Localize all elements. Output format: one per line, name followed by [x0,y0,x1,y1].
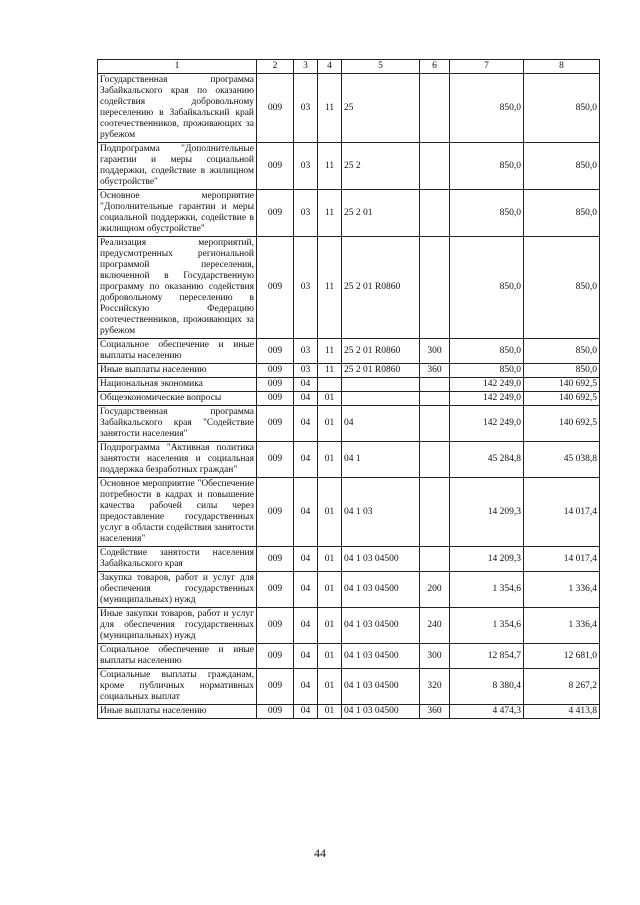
section-code: 04 [294,705,318,719]
section-code: 04 [294,442,318,478]
section-code: 03 [294,364,318,378]
target-article-code: 25 2 01 [342,190,420,237]
amount-actual: 14 017,4 [524,478,600,547]
section-code: 03 [294,143,318,190]
target-article-code: 25 [342,74,420,143]
subsection-code: 01 [318,442,342,478]
amount-actual: 14 017,4 [524,547,600,572]
subsection-code: 01 [318,705,342,719]
expense-type-code [420,378,450,392]
target-article-code: 04 1 03 04500 [342,572,420,608]
expense-type-code [420,143,450,190]
ministry-code: 009 [257,644,294,669]
subsection-code: 01 [318,669,342,705]
amount-plan: 142 249,0 [450,392,524,406]
row-name: Государственная программа Забайкальского края "Содействие занятости населения" [98,406,257,442]
row-name: Государственная программа Забайкальского края по оказанию содействия добровольному переселению в Забайкальский край соотечественников, проживающих за рубежом [98,74,257,143]
amount-actual: 850,0 [524,74,600,143]
row-name: Закупка товаров, работ и услуг для обеспечения государственных (муниципальных) нужд [98,572,257,608]
section-code: 03 [294,339,318,364]
table-row [98,705,600,719]
row-name: Подпрограмма "Активная политика занятости населения и социальная поддержка безработных граждан" [98,442,257,478]
table-row [98,378,600,392]
row-name: Реализация мероприятий, предусмотренных региональной программой переселения, включенной в Государственную программу по оказанию содействия добровольному переселению в Российскую Федерацию соотечественников, проживающих за рубежом [98,237,257,339]
ministry-code: 009 [257,406,294,442]
amount-actual: 8 267,2 [524,669,600,705]
header-cell: 7 [450,60,524,74]
target-article-code: 04 1 03 [342,478,420,547]
amount-plan: 850,0 [450,190,524,237]
amount-actual: 850,0 [524,190,600,237]
amount-plan: 1 354,6 [450,572,524,608]
ministry-code: 009 [257,190,294,237]
table-body [98,60,600,719]
expense-type-code: 240 [420,608,450,644]
table-row [98,339,600,364]
target-article-code: 25 2 01 R0860 [342,364,420,378]
amount-plan: 12 854,7 [450,644,524,669]
amount-plan: 45 284,8 [450,442,524,478]
subsection-code: 01 [318,644,342,669]
target-article-code: 04 1 03 04500 [342,644,420,669]
page-number: 44 [314,846,326,860]
target-article-code: 04 1 [342,442,420,478]
table-row [98,644,600,669]
subsection-code: 01 [318,406,342,442]
subsection-code: 11 [318,364,342,378]
target-article-code [342,378,420,392]
header-cell: 4 [318,60,342,74]
expense-type-code [420,442,450,478]
subsection-code: 11 [318,74,342,143]
row-name: Социальное обеспечение и иные выплаты населению [98,339,257,364]
table-row [98,608,600,644]
section-code: 03 [294,74,318,143]
ministry-code: 009 [257,547,294,572]
subsection-code: 11 [318,237,342,339]
subsection-code: 01 [318,608,342,644]
row-name: Иные выплаты населению [98,705,257,719]
row-name: Содействие занятости населения Забайкальского края [98,547,257,572]
section-code: 04 [294,608,318,644]
header-cell: 6 [420,60,450,74]
amount-actual: 12 681,0 [524,644,600,669]
subsection-code: 11 [318,190,342,237]
amount-plan: 14 209,3 [450,478,524,547]
subsection-code: 01 [318,547,342,572]
table-row [98,442,600,478]
row-name: Основное мероприятие "Обеспечение потребности в кадрах и повышение качества рабочей силы через предоставление государственных услуг в области содействия занятости населения" [98,478,257,547]
table-row [98,572,600,608]
amount-actual: 850,0 [524,339,600,364]
expense-type-code [420,74,450,143]
ministry-code: 009 [257,572,294,608]
table-row [98,237,600,339]
target-article-code: 04 1 03 04500 [342,705,420,719]
target-article-code: 04 1 03 04500 [342,669,420,705]
target-article-code: 04 1 03 04500 [342,547,420,572]
header-cell: 5 [342,60,420,74]
ministry-code: 009 [257,608,294,644]
row-name: Социальное обеспечение и иные выплаты населению [98,644,257,669]
amount-actual: 140 692,5 [524,406,600,442]
amount-actual: 1 336,4 [524,572,600,608]
table-row [98,190,600,237]
table-row [98,547,600,572]
expense-type-code: 360 [420,705,450,719]
table-row [98,669,600,705]
subsection-code: 01 [318,478,342,547]
subsection-code: 01 [318,392,342,406]
target-article-code: 04 [342,406,420,442]
row-name: Социальные выплаты гражданам, кроме публичных нормативных социальных выплат [98,669,257,705]
ministry-code: 009 [257,392,294,406]
ministry-code: 009 [257,339,294,364]
ministry-code: 009 [257,364,294,378]
section-code: 04 [294,478,318,547]
row-name: Подпрограмма "Дополнительные гарантии и меры социальной поддержки, содействие в жилищном обустройстве" [98,143,257,190]
table-row [98,406,600,442]
section-code: 04 [294,669,318,705]
ministry-code: 009 [257,705,294,719]
row-name: Иные выплаты населению [98,364,257,378]
section-code: 04 [294,378,318,392]
ministry-code: 009 [257,669,294,705]
target-article-code [342,392,420,406]
subsection-code: 11 [318,339,342,364]
amount-actual: 850,0 [524,143,600,190]
table-row [98,74,600,143]
target-article-code: 25 2 01 R0860 [342,237,420,339]
amount-actual: 850,0 [524,237,600,339]
target-article-code: 25 2 [342,143,420,190]
table-row [98,364,600,378]
amount-plan: 4 474,3 [450,705,524,719]
expense-type-code [420,406,450,442]
row-name: Общеэкономические вопросы [98,392,257,406]
header-row [98,60,600,74]
header-cell: 3 [294,60,318,74]
expense-type-code: 300 [420,339,450,364]
section-code: 04 [294,392,318,406]
amount-actual: 140 692,5 [524,378,600,392]
budget-table [97,59,600,719]
amount-plan: 142 249,0 [450,406,524,442]
table-row [98,143,600,190]
expense-type-code [420,478,450,547]
ministry-code: 009 [257,378,294,392]
amount-actual: 4 413,8 [524,705,600,719]
subsection-code [318,378,342,392]
target-article-code: 04 1 03 04500 [342,608,420,644]
table-row [98,392,600,406]
amount-actual: 850,0 [524,364,600,378]
amount-plan: 850,0 [450,74,524,143]
amount-plan: 850,0 [450,143,524,190]
header-cell: 8 [524,60,600,74]
amount-plan: 8 380,4 [450,669,524,705]
expense-type-code: 320 [420,669,450,705]
section-code: 03 [294,190,318,237]
section-code: 04 [294,406,318,442]
ministry-code: 009 [257,237,294,339]
row-name: Основное мероприятие "Дополнительные гарантии и меры социальной поддержки, содействие в жилищном обустройстве" [98,190,257,237]
ministry-code: 009 [257,143,294,190]
table-row [98,478,600,547]
section-code: 03 [294,237,318,339]
row-name: Национальная экономика [98,378,257,392]
ministry-code: 009 [257,74,294,143]
row-name: Иные закупки товаров, работ и услуг для обеспечения государственных (муниципальных) нужд [98,608,257,644]
amount-plan: 850,0 [450,339,524,364]
section-code: 04 [294,572,318,608]
section-code: 04 [294,644,318,669]
header-cell: 1 [98,60,257,74]
amount-actual: 1 336,4 [524,608,600,644]
expense-type-code: 200 [420,572,450,608]
header-cell: 2 [257,60,294,74]
amount-plan: 1 354,6 [450,608,524,644]
subsection-code: 11 [318,143,342,190]
expense-type-code [420,190,450,237]
amount-plan: 850,0 [450,364,524,378]
expense-type-code: 360 [420,364,450,378]
amount-actual: 45 038,8 [524,442,600,478]
amount-plan: 142 249,0 [450,378,524,392]
amount-actual: 140 692,5 [524,392,600,406]
section-code: 04 [294,547,318,572]
target-article-code: 25 2 01 R0860 [342,339,420,364]
expense-type-code [420,237,450,339]
expense-type-code: 300 [420,644,450,669]
ministry-code: 009 [257,478,294,547]
ministry-code: 009 [257,442,294,478]
expense-type-code [420,547,450,572]
amount-plan: 14 209,3 [450,547,524,572]
amount-plan: 850,0 [450,237,524,339]
subsection-code: 01 [318,572,342,608]
expense-type-code [420,392,450,406]
